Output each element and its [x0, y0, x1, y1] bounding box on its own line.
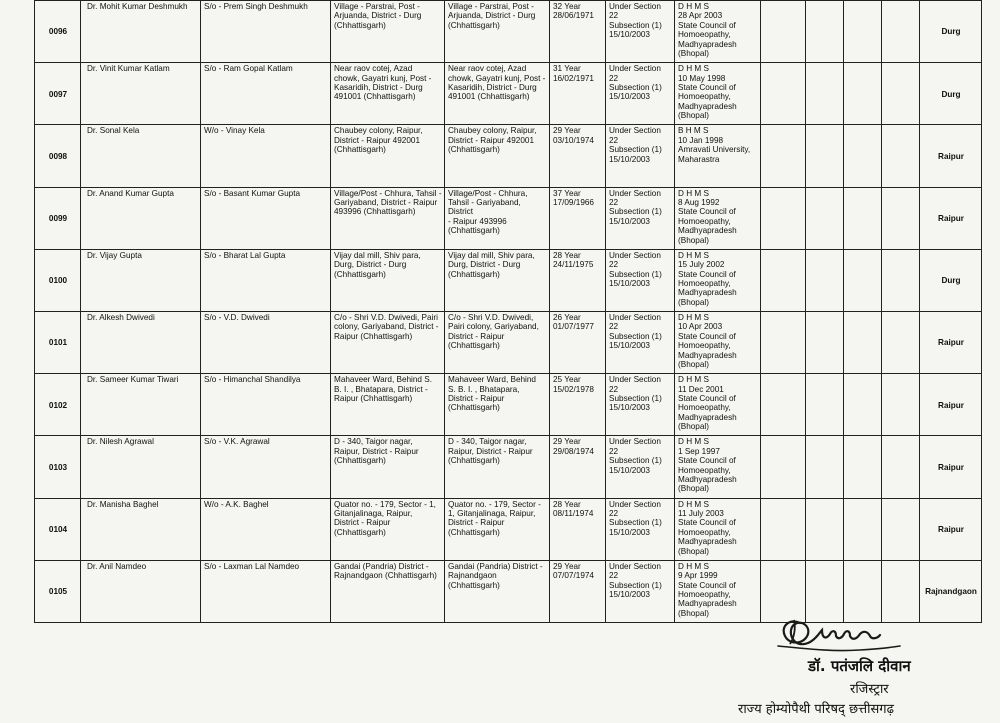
registration-section-cell: Under Section 22 Subsection (1) 15/10/2003: [606, 63, 675, 125]
serial-number-cell: 0105: [35, 560, 81, 622]
district-cell: Raipur: [920, 125, 982, 187]
permanent-address-cell: Quator no. - 179, Sector - 1, Gitanjalinaga, Raipur, District - Raipur (Chhattisgarh): [331, 498, 445, 560]
correspondence-address-cell: Village - Parstrai, Post - Arjuanda, District - Durg (Chhattisgarh): [445, 1, 550, 63]
district-cell: Durg: [920, 1, 982, 63]
doctor-name-cell: Dr. Sameer Kumar Tiwari: [81, 374, 201, 436]
correspondence-address-cell: Quator no. - 179, Sector - 1, Gitanjalinaga, Raipur, District - Raipur (Chhattisgarh): [445, 498, 550, 560]
blank-cell: [761, 125, 806, 187]
blank-cell: [806, 125, 844, 187]
doctor-name-cell: Dr. Manisha Baghel: [81, 498, 201, 560]
blank-cell: [806, 374, 844, 436]
table-row: [35, 249, 982, 311]
blank-cell: [761, 311, 806, 373]
relation-cell: S/o - Laxman Lal Namdeo: [201, 560, 331, 622]
blank-cell: [761, 187, 806, 249]
district-cell: Raipur: [920, 436, 982, 498]
correspondence-address-cell: Vijay dal mill, Shiv para, Durg, District - Durg (Chhattisgarh): [445, 249, 550, 311]
qualification-cell: D H M S 9 Apr 1999 State Council of Homoeopathy, Madhyapradesh (Bhopal): [675, 560, 761, 622]
serial-number-cell: 0104: [35, 498, 81, 560]
registration-section-cell: Under Section 22 Subsection (1) 15/10/2003: [606, 436, 675, 498]
blank-cell: [882, 249, 920, 311]
qualification-cell: D H M S 10 Apr 2003 State Council of Homoeopathy, Madhyapradesh (Bhopal): [675, 311, 761, 373]
correspondence-address-cell: Gandai (Pandria) District - Rajnandgaon (Chhattisgarh): [445, 560, 550, 622]
blank-cell: [844, 63, 882, 125]
serial-number-cell: 0103: [35, 436, 81, 498]
table-row: [35, 125, 982, 187]
registration-table: [34, 0, 982, 623]
qualification-cell: B H M S 10 Jan 1998 Amravati University, Maharastra: [675, 125, 761, 187]
relation-cell: W/o - Vinay Kela: [201, 125, 331, 187]
blank-cell: [882, 63, 920, 125]
qualification-cell: D H M S 11 July 2003 State Council of Homoeopathy, Madhyapradesh (Bhopal): [675, 498, 761, 560]
blank-cell: [761, 436, 806, 498]
blank-cell: [761, 63, 806, 125]
doctor-name-cell: Dr. Sonal Kela: [81, 125, 201, 187]
table-row: [35, 498, 982, 560]
doctor-name-cell: Dr. Alkesh Dwivedi: [81, 311, 201, 373]
doctor-name-cell: Dr. Nilesh Agrawal: [81, 436, 201, 498]
qualification-cell: D H M S 1 Sep 1997 State Council of Homoeopathy, Madhyapradesh (Bhopal): [675, 436, 761, 498]
age-dob-cell: 29 Year 29/08/1974: [550, 436, 606, 498]
blank-cell: [882, 436, 920, 498]
relation-cell: S/o - Bharat Lal Gupta: [201, 249, 331, 311]
correspondence-address-cell: Mahaveer Ward, Behind S. B. I. , Bhatapara, District - Raipur (Chhattisgarh): [445, 374, 550, 436]
permanent-address-cell: D - 340, Taigor nagar, Raipur, District - Raipur (Chhattisgarh): [331, 436, 445, 498]
age-dob-cell: 29 Year 07/07/1974: [550, 560, 606, 622]
blank-cell: [882, 311, 920, 373]
relation-cell: W/o - A.K. Baghel: [201, 498, 331, 560]
district-cell: Raipur: [920, 498, 982, 560]
relation-cell: S/o - Ram Gopal Katlam: [201, 63, 331, 125]
relation-cell: S/o - Prem Singh Deshmukh: [201, 1, 331, 63]
blank-cell: [844, 125, 882, 187]
correspondence-address-cell: Village/Post - Chhura, Tahsil - Gariyaband, District - Raipur 493996 (Chhattisgarh): [445, 187, 550, 249]
registration-section-cell: Under Section 22 Subsection (1) 15/10/2003: [606, 125, 675, 187]
serial-number-cell: 0097: [35, 63, 81, 125]
qualification-cell: D H M S 8 Aug 1992 State Council of Homoeopathy, Madhyapradesh (Bhopal): [675, 187, 761, 249]
blank-cell: [806, 311, 844, 373]
age-dob-cell: 26 Year 01/07/1977: [550, 311, 606, 373]
relation-cell: S/o - Basant Kumar Gupta: [201, 187, 331, 249]
registration-section-cell: Under Section 22 Subsection (1) 15/10/2003: [606, 187, 675, 249]
permanent-address-cell: Near raov cotej, Azad chowk, Gayatri kunj, Post - Kasaridih, District - Durg 491001 (Chhattisgarh): [331, 63, 445, 125]
table-row: [35, 436, 982, 498]
doctor-name-cell: Dr. Anand Kumar Gupta: [81, 187, 201, 249]
correspondence-address-cell: Chaubey colony, Raipur, District - Raipur 492001 (Chhattisgarh): [445, 125, 550, 187]
qualification-cell: D H M S 10 May 1998 State Council of Homoeopathy, Madhyapradesh (Bhopal): [675, 63, 761, 125]
table-row: [35, 374, 982, 436]
blank-cell: [844, 374, 882, 436]
blank-cell: [761, 498, 806, 560]
district-cell: Rajnandgaon: [920, 560, 982, 622]
blank-cell: [844, 249, 882, 311]
permanent-address-cell: Village/Post - Chhura, Tahsil - Gariyaband, District - Raipur 493996 (Chhattisgarh): [331, 187, 445, 249]
registration-section-cell: Under Section 22 Subsection (1) 15/10/2003: [606, 560, 675, 622]
age-dob-cell: 25 Year 15/02/1978: [550, 374, 606, 436]
blank-cell: [806, 249, 844, 311]
blank-cell: [806, 187, 844, 249]
correspondence-address-cell: C/o - Shri V.D. Dwivedi, Pairi colony, Gariyaband, District - Raipur (Chhattisgarh): [445, 311, 550, 373]
correspondence-address-cell: Near raov cotej, Azad chowk, Gayatri kunj, Post - Kasaridih, District - Durg 491001 (Chhattisgarh): [445, 63, 550, 125]
qualification-cell: D H M S 11 Dec 2001 State Council of Homoeopathy, Madhyapradesh (Bhopal): [675, 374, 761, 436]
district-cell: Raipur: [920, 374, 982, 436]
district-cell: Raipur: [920, 187, 982, 249]
doctor-name-cell: Dr. Mohit Kumar Deshmukh: [81, 1, 201, 63]
age-dob-cell: 37 Year 17/09/1966: [550, 187, 606, 249]
permanent-address-cell: C/o - Shri V.D. Dwivedi, Pairi colony, Gariyaband, District - Raipur (Chhattisgarh): [331, 311, 445, 373]
table-row: [35, 187, 982, 249]
permanent-address-cell: Gandai (Pandria) District - Rajnandgaon (Chhattisgarh): [331, 560, 445, 622]
registration-section-cell: Under Section 22 Subsection (1) 15/10/2003: [606, 1, 675, 63]
registrar-title: रजिस्ट्रार: [850, 682, 889, 697]
age-dob-cell: 31 Year 16/02/1971: [550, 63, 606, 125]
registration-table-body: [35, 1, 982, 623]
blank-cell: [806, 436, 844, 498]
registration-section-cell: Under Section 22 Subsection (1) 15/10/2003: [606, 498, 675, 560]
blank-cell: [844, 1, 882, 63]
blank-cell: [882, 1, 920, 63]
doctor-name-cell: Dr. Anil Namdeo: [81, 560, 201, 622]
relation-cell: S/o - V.D. Dwivedi: [201, 311, 331, 373]
serial-number-cell: 0098: [35, 125, 81, 187]
correspondence-address-cell: D - 340, Taigor nagar, Raipur, District - Raipur (Chhattisgarh): [445, 436, 550, 498]
permanent-address-cell: Mahaveer Ward, Behind S. B. I. , Bhatapara, District - Raipur (Chhattisgarh): [331, 374, 445, 436]
blank-cell: [806, 63, 844, 125]
table-row: [35, 63, 982, 125]
qualification-cell: D H M S 28 Apr 2003 State Council of Homoeopathy, Madhyapradesh (Bhopal): [675, 1, 761, 63]
serial-number-cell: 0102: [35, 374, 81, 436]
age-dob-cell: 32 Year 28/06/1971: [550, 1, 606, 63]
blank-cell: [761, 1, 806, 63]
blank-cell: [844, 187, 882, 249]
district-cell: Durg: [920, 63, 982, 125]
table-row: [35, 311, 982, 373]
district-cell: Durg: [920, 249, 982, 311]
blank-cell: [806, 498, 844, 560]
permanent-address-cell: Chaubey colony, Raipur, District - Raipur 492001 (Chhattisgarh): [331, 125, 445, 187]
permanent-address-cell: Vijay dal mill, Shiv para, Durg, District - Durg (Chhattisgarh): [331, 249, 445, 311]
blank-cell: [761, 249, 806, 311]
serial-number-cell: 0101: [35, 311, 81, 373]
serial-number-cell: 0099: [35, 187, 81, 249]
qualification-cell: D H M S 15 July 2002 State Council of Homoeopathy, Madhyapradesh (Bhopal): [675, 249, 761, 311]
doctor-name-cell: Dr. Vijay Gupta: [81, 249, 201, 311]
blank-cell: [882, 125, 920, 187]
table-row: [35, 1, 982, 63]
registrar-name: डॉ. पतंजलि दीवान: [808, 657, 911, 675]
handwritten-signature: [760, 608, 910, 658]
blank-cell: [844, 311, 882, 373]
relation-cell: S/o - V.K. Agrawal: [201, 436, 331, 498]
serial-number-cell: 0100: [35, 249, 81, 311]
age-dob-cell: 28 Year 08/11/1974: [550, 498, 606, 560]
blank-cell: [882, 187, 920, 249]
age-dob-cell: 28 Year 24/11/1975: [550, 249, 606, 311]
registration-section-cell: Under Section 22 Subsection (1) 15/10/2003: [606, 374, 675, 436]
council-name: राज्य होम्योपैथी परिषद् छत्तीसगढ़: [738, 702, 894, 717]
district-cell: Raipur: [920, 311, 982, 373]
blank-cell: [844, 436, 882, 498]
permanent-address-cell: Village - Parstrai, Post - Arjuanda, District - Durg (Chhattisgarh): [331, 1, 445, 63]
registration-section-cell: Under Section 22 Subsection (1) 15/10/2003: [606, 311, 675, 373]
serial-number-cell: 0096: [35, 1, 81, 63]
age-dob-cell: 29 Year 03/10/1974: [550, 125, 606, 187]
registration-section-cell: Under Section 22 Subsection (1) 15/10/2003: [606, 249, 675, 311]
doctor-name-cell: Dr. Vinit Kumar Katlam: [81, 63, 201, 125]
blank-cell: [806, 1, 844, 63]
blank-cell: [882, 374, 920, 436]
blank-cell: [844, 498, 882, 560]
relation-cell: S/o - Himanchal Shandilya: [201, 374, 331, 436]
blank-cell: [882, 498, 920, 560]
blank-cell: [761, 374, 806, 436]
